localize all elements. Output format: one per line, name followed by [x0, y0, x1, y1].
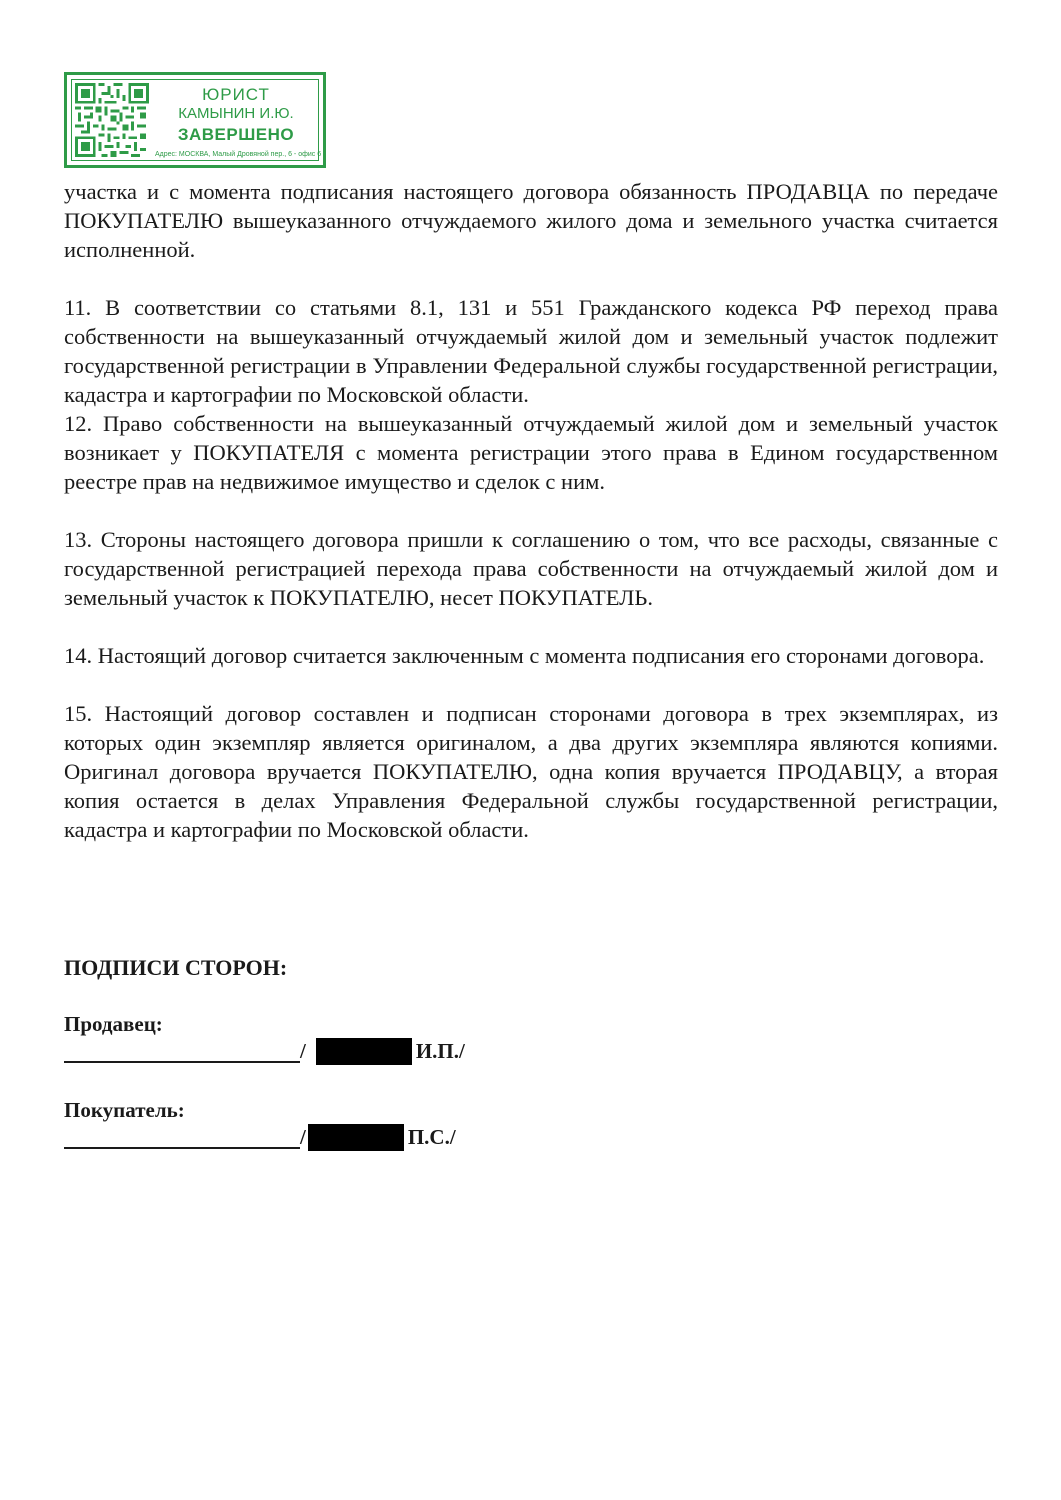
paragraph-14: 14. Настоящий договор считается заключенным с момента подписания его сторонами договора.: [64, 643, 985, 668]
contract-body: [64, 177, 998, 844]
seller-signature-field: [64, 1041, 300, 1063]
qr-code-icon: [75, 83, 149, 157]
paragraph-12: 12. Право собственности на вышеуказанный отчуждаемый жилой дом и земельный участок возникает у ПОКУПАТЕЛЯ с момента регистрации этого права в Едином государственном реестре прав на недвижимое имущество и сделок с ним.: [64, 411, 998, 494]
buyer-initials: П.С./: [407, 1125, 456, 1149]
buyer-signature-field: [64, 1127, 300, 1149]
buyer-name-redaction: [308, 1124, 404, 1151]
stamp-title: ЮРИСТ: [202, 85, 270, 104]
seller-label: Продавец:: [64, 1012, 163, 1036]
seller-slash: /: [300, 1039, 306, 1063]
lawyer-stamp: [64, 72, 326, 168]
stamp-address: Адрес: МОСКВА, Малый Дровяной пер., 6 - офис 6: [155, 151, 322, 158]
paragraph-continuation: участка и с момента подписания настоящего договора обязанность ПРОДАВЦА по передаче ПОКУПАТЕЛЮ вышеуказанного отчуждаемого жилого дома и земельного участка считается исполненной.: [64, 179, 998, 262]
stamp-status: ЗАВЕРШЕНО: [177, 125, 295, 144]
buyer-label: Покупатель:: [64, 1098, 185, 1122]
paragraph-13: 13. Стороны настоящего договора пришли к соглашению о том, что все расходы, связанные с государственной регистрацией перехода права собственности на отчуждаемый жилой дом и земельный участок к ПОКУПАТЕЛЮ, несет ПОКУПАТЕЛЬ.: [64, 527, 998, 610]
stamp-lawyer-name: КАМЫНИН И.Ю.: [178, 105, 294, 122]
seller-signature-line: [64, 1038, 465, 1065]
seller-name-redaction: [316, 1038, 412, 1065]
paragraph-11: 11. В соответствии со статьями 8.1, 131 и 551 Гражданского кодекса РФ переход права собственности на вышеуказанный отчуждаемый жилой дом и земельный участок подлежит государственной регистрации в Управлении Федеральной службы государственной регистрации, кадастра и картографии по Московской области.: [64, 295, 998, 407]
signatures-heading: ПОДПИСИ СТОРОН:: [64, 955, 288, 980]
buyer-signature-line: [64, 1124, 456, 1151]
paragraph-15: 15. Настоящий договор составлен и подписан сторонами договора в трех экземплярах, из которых один экземпляр является оригиналом, а два других экземпляра являются копиями. Оригинал договора вручается ПОКУПАТЕЛЮ, одна копия вручается ПРОДАВЦУ, а вторая копия остается в делах Управления Федеральной службы государственной регистрации, кадастра и картографии по Московской области.: [64, 701, 998, 842]
seller-initials: И.П./: [415, 1039, 465, 1063]
buyer-slash: /: [300, 1125, 306, 1149]
